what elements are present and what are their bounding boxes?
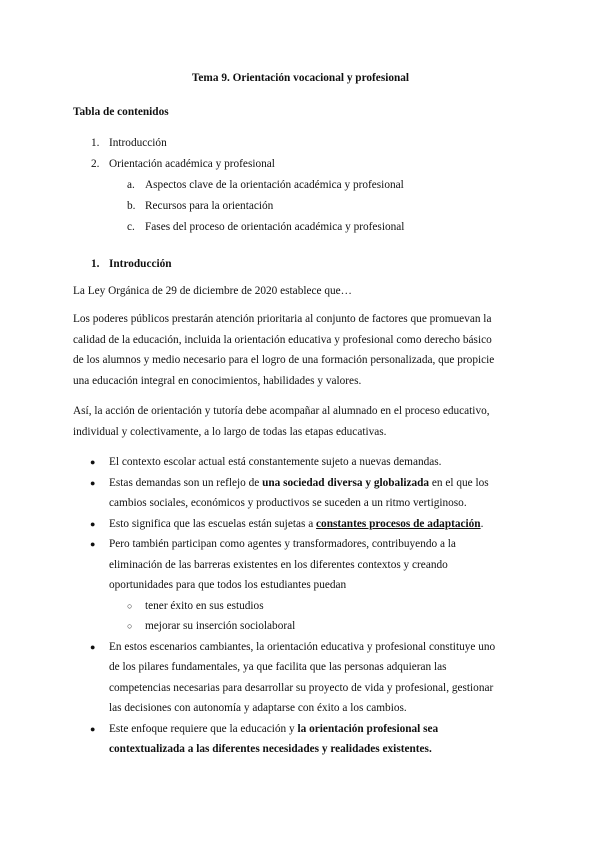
bullet-icon: ●: [90, 723, 96, 734]
toc-subitem-label: Aspectos clave de la orientación académica y profesional: [145, 178, 404, 191]
list-item-text: .: [480, 517, 484, 530]
section-heading-introduccion: [73, 254, 528, 275]
paragraph-ley: La Ley Orgánica de 29 de diciembre de 2020 establece que…: [73, 284, 352, 297]
bullet-icon: ●: [90, 539, 96, 549]
toc-title: Tabla de contenidos: [73, 106, 169, 118]
bullet-icon: ●: [90, 457, 96, 467]
list-item: [73, 637, 528, 719]
toc-subitem-letter: a.: [127, 178, 135, 191]
bullet-list: [73, 452, 528, 760]
list-item: [73, 719, 528, 760]
section-number: 1.: [91, 257, 100, 270]
list-item-text: en el que los: [429, 476, 489, 489]
text-line: de los pilares fundamentales, ya que facilita que las personas adquieran las: [109, 661, 447, 673]
list-item-text: Este enfoque requiere que la educación y: [109, 722, 298, 735]
toc-subitem: [73, 217, 528, 238]
bold-phrase: una sociedad diversa y globalizada: [262, 476, 430, 489]
list-item-text: Estas demandas son un reflejo de: [109, 476, 263, 489]
text-line: Pero también participan como agentes y transformadores, contribuyendo a la: [109, 538, 456, 550]
text-line: de los alumnos y medio necesario para el logro de una formación personalizada, que propicie: [73, 354, 495, 366]
toc-item-number: 1.: [91, 136, 100, 149]
sub-bullet-list: [109, 596, 528, 637]
text-line: Los poderes públicos prestarán atención prioritaria al conjunto de factores que promuevan la: [73, 313, 492, 325]
list-item-text: El contexto escolar actual está constantemente sujeto a nuevas demandas.: [109, 456, 442, 468]
paragraph-poderes-publicos: [73, 309, 528, 391]
text-line: Así, la acción de orientación y tutoría debe acompañar al alumnado en el proceso educativo,: [73, 405, 490, 417]
toc-item: [73, 154, 528, 175]
document-page: [73, 68, 528, 760]
toc-subitem: [73, 175, 528, 196]
text-line: calidad de la educación, incluida la orientación educativa y profesional como derecho básico: [73, 333, 492, 346]
bold-phrase: contextualizada a las diferentes necesidades y realidades existentes.: [109, 743, 432, 755]
sub-list-item: [109, 616, 528, 637]
text-line: cambios sociales, económicos y productivos se suceden a un ritmo vertiginoso.: [109, 497, 467, 509]
bullet-icon: ●: [90, 641, 96, 652]
toc-subitem-label: Recursos para la orientación: [145, 199, 274, 212]
toc-item-label: Introducción: [109, 136, 167, 149]
toc-subitem-letter: b.: [127, 199, 136, 212]
toc-item-number: 2.: [91, 157, 100, 170]
toc-item-label: Orientación académica y profesional: [109, 157, 275, 170]
hollow-bullet-icon: ○: [127, 621, 133, 631]
bullet-icon: ●: [90, 477, 96, 488]
list-item: [73, 452, 528, 473]
text-line: En estos escenarios cambiantes, la orientación educativa y profesional constituye uno: [109, 640, 496, 653]
text-line: competencias necesarias para desarrollar su proyecto de vida y profesional, gestionar: [109, 681, 494, 694]
text-line: eliminación de las barreras existentes en los diferentes contextos y creando: [109, 558, 448, 571]
bullet-icon: ●: [90, 518, 96, 529]
list-item: [73, 534, 528, 637]
paragraph-accion-orientacion: [73, 401, 528, 442]
bold-phrase: la orientación profesional sea: [297, 722, 439, 735]
text-line: las decisiones con autonomía y adaptarse con éxito a los cambios.: [109, 702, 407, 714]
toc-item: [73, 133, 528, 154]
bold-underlined-phrase: constantes procesos de adaptación: [316, 517, 481, 530]
text-line: una educación integral en conocimientos, habilidades y valores.: [73, 374, 362, 387]
toc-subitem-letter: c.: [127, 220, 135, 233]
list-item-text: Esto significa que las escuelas están sujetas a: [109, 517, 317, 530]
table-of-contents: [73, 133, 528, 238]
sub-list-item: [109, 596, 528, 617]
text-line: oportunidades para que todos los estudiantes puedan: [109, 579, 347, 591]
hollow-bullet-icon: ○: [127, 600, 133, 611]
list-item: [73, 514, 528, 535]
toc-subitem-label: Fases del proceso de orientación académica y profesional: [145, 220, 405, 233]
page-title: Tema 9. Orientación vocacional y profesional: [191, 72, 410, 84]
toc-subitem: [73, 196, 528, 217]
sub-list-item-text: mejorar su inserción sociolaboral: [145, 620, 296, 632]
list-item: [73, 473, 528, 514]
section-title: Introducción: [109, 257, 172, 270]
text-line: individual y colectivamente, a lo largo de todas las etapas educativas.: [73, 425, 387, 438]
sub-list-item-text: tener éxito en sus estudios: [145, 599, 264, 612]
